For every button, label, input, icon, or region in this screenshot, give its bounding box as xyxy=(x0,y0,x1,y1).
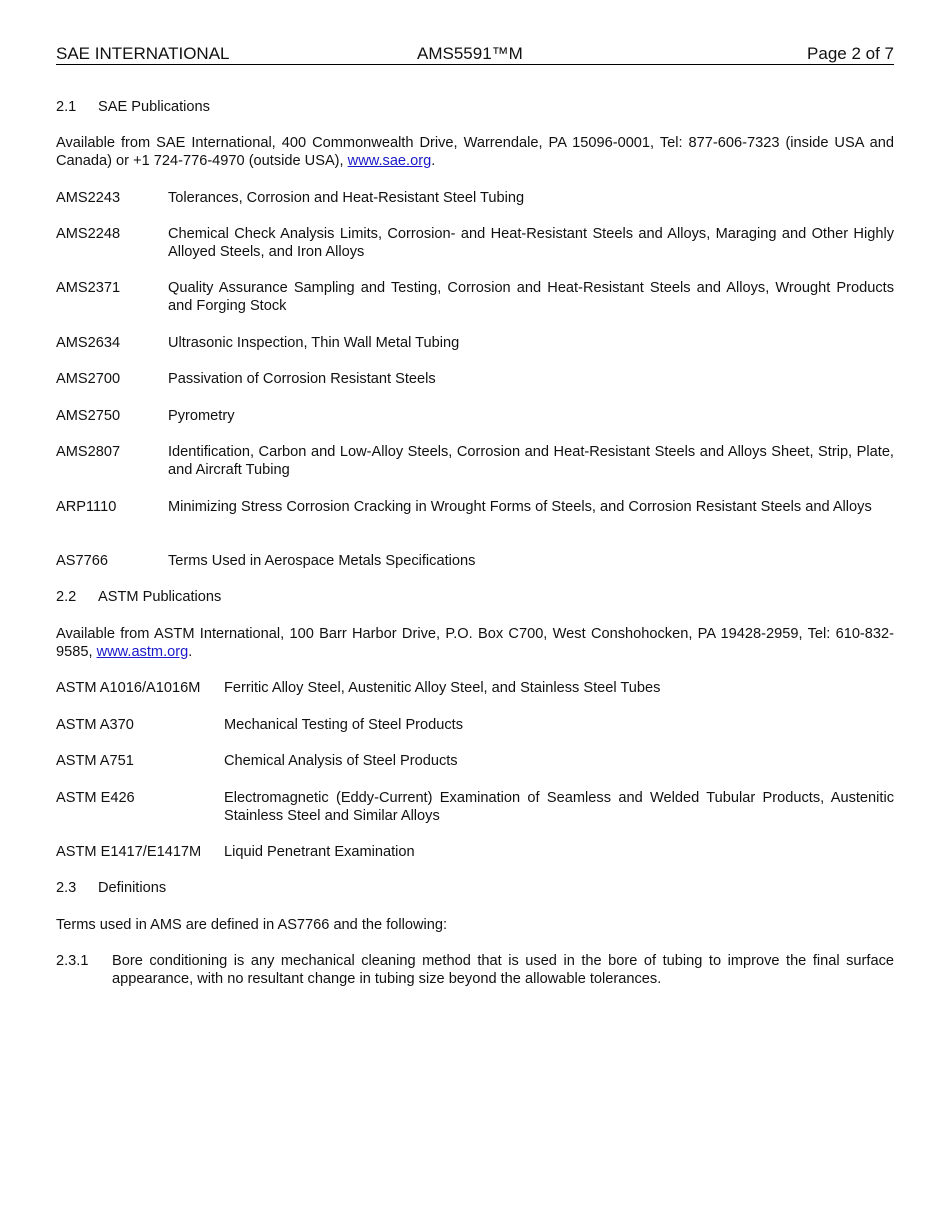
reference-code: ARP1110 xyxy=(56,499,117,515)
reference-title: Pyrometry xyxy=(168,408,235,424)
section-heading-2-3 xyxy=(56,879,166,897)
sae-availability-paragraph: Available from SAE International, 400 Commonwealth Drive, Warrendale, PA 15096-0001, Tel: 877-606-7323 (inside USA and Canada) or +1 724-776-4970 (outside USA), www.sae.org. xyxy=(56,135,894,169)
reference-title: Ferritic Alloy Steel, Austenitic Alloy Steel, and Stainless Steel Tubes xyxy=(224,680,661,696)
section-heading-2-2 xyxy=(56,588,221,606)
reference-title: Mechanical Testing of Steel Products xyxy=(224,717,464,733)
reference-code: AMS2807 xyxy=(56,444,121,460)
astm-availability-text: Available from ASTM International, 100 Barr Harbor Drive, P.O. Box C700, West Conshohocken, PA 19428-2959, Tel: 610-832-9585, xyxy=(56,626,894,660)
reference-title: Quality Assurance Sampling and Testing, Corrosion and Heat-Resistant Steels and Alloys, Wrought Products and Forging Stock xyxy=(168,280,894,314)
section-title: Definitions xyxy=(98,880,167,896)
reference-code: ASTM A1016/A1016M xyxy=(56,680,201,696)
reference-code: ASTM A370 xyxy=(56,717,134,733)
reference-code: ASTM E426 xyxy=(56,790,135,806)
header-page-number: Page 2 of 7 xyxy=(807,44,894,63)
reference-title: Tolerances, Corrosion and Heat-Resistant Steel Tubing xyxy=(168,190,525,206)
reference-title: Passivation of Corrosion Resistant Steels xyxy=(168,371,436,387)
astm-website-link[interactable]: www.astm.org xyxy=(96,644,189,660)
reference-code: AMS2371 xyxy=(56,280,121,296)
header-doc-id: AMS5591™M xyxy=(417,44,523,63)
reference-code: AMS2248 xyxy=(56,226,121,242)
definition-text: Bore conditioning is any mechanical cleaning method that is used in the bore of tubing to improve the final surface appearance, with no resultant change in tubing size beyond the allowable tolerances. xyxy=(112,953,894,987)
section-title: ASTM Publications xyxy=(98,589,222,605)
section-number: 2.2 xyxy=(56,589,77,605)
section-heading-2-1 xyxy=(56,98,210,116)
reference-code: AS7766 xyxy=(56,553,108,569)
reference-code: AMS2750 xyxy=(56,408,121,424)
section-title: SAE Publications xyxy=(98,99,210,115)
section-number: 2.1 xyxy=(56,99,77,115)
reference-code: ASTM A751 xyxy=(56,753,134,769)
reference-code: ASTM E1417/E1417M xyxy=(56,844,202,860)
reference-code: AMS2243 xyxy=(56,190,121,206)
definition-number: 2.3.1 xyxy=(56,953,89,969)
reference-title: Identification, Carbon and Low-Alloy Steels, Corrosion and Heat-Resistant Steels and Alloys Sheet, Strip, Plate, and Aircraft Tubing xyxy=(168,444,894,478)
reference-title: Chemical Analysis of Steel Products xyxy=(224,753,458,769)
reference-title: Chemical Check Analysis Limits, Corrosion- and Heat-Resistant Steels and Alloys, Maraging and Other Highly Alloyed Steels, and Iron Alloys xyxy=(168,226,894,260)
sae-website-link[interactable]: www.sae.org xyxy=(347,153,432,169)
reference-title: Minimizing Stress Corrosion Cracking in Wrought Forms of Steels, and Corrosion Resistant Steels and Alloys xyxy=(168,499,872,515)
astm-availability-paragraph: Available from ASTM International, 100 Barr Harbor Drive, P.O. Box C700, West Conshohocken, PA 19428-2959, Tel: 610-832-9585, www.astm.org. xyxy=(56,626,894,660)
reference-code: AMS2700 xyxy=(56,371,121,387)
reference-title: Liquid Penetrant Examination xyxy=(224,844,415,860)
reference-code: AMS2634 xyxy=(56,335,121,351)
reference-title: Terms Used in Aerospace Metals Specifications xyxy=(168,553,476,569)
section-number: 2.3 xyxy=(56,880,77,896)
definitions-intro: Terms used in AMS are defined in AS7766 and the following: xyxy=(56,917,448,933)
page-header xyxy=(56,44,894,65)
reference-title: Ultrasonic Inspection, Thin Wall Metal Tubing xyxy=(168,335,460,351)
header-org: SAE INTERNATIONAL xyxy=(56,44,230,63)
sae-availability-text: Available from SAE International, 400 Commonwealth Drive, Warrendale, PA 15096-0001, Tel: 877-606-7323 (inside USA and Canada) or +1 724-776-4970 (outside USA), xyxy=(56,135,894,169)
reference-title: Electromagnetic (Eddy-Current) Examination of Seamless and Welded Tubular Products, Austenitic Stainless Steel and Similar Alloys xyxy=(224,790,894,824)
